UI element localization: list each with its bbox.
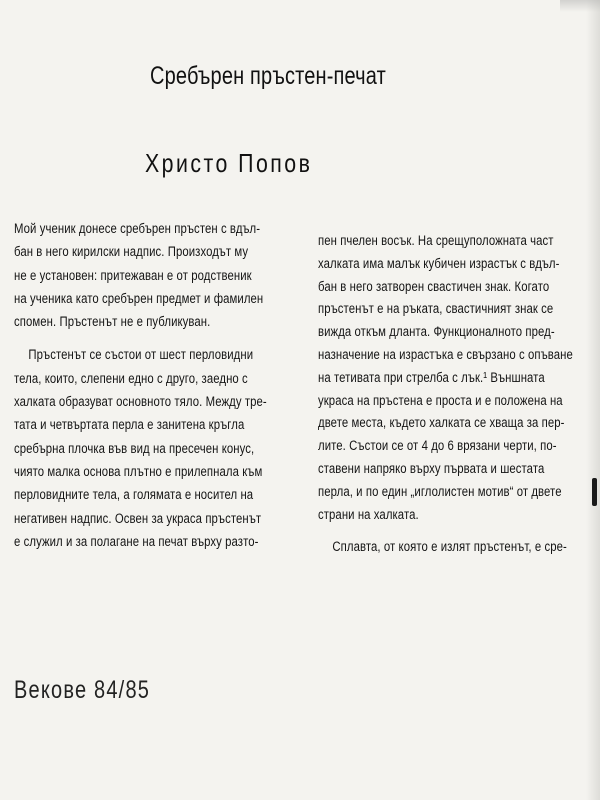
- text-line: не е установен: притежаван е от родственик: [14, 267, 252, 284]
- text-line: ставени напряко върху първата и шестата: [318, 460, 545, 477]
- text-line: Мой ученик донесе сребърен пръстен с вдъл-: [14, 221, 261, 237]
- text-line: бан в него кирилски надпис. Произходът му: [14, 244, 249, 261]
- text-line: спомен. Пръстенът не е публикуван.: [14, 314, 211, 331]
- paragraph-gap: [318, 526, 590, 536]
- text-line: на тетивата при стрелба с лък.¹ Външната: [318, 369, 545, 386]
- text-line: украса на пръстена е проста и е положена на: [318, 392, 563, 409]
- ink-mark: [592, 478, 597, 506]
- text-line: негативен надпис. Освен за украса пръстенът: [14, 510, 262, 527]
- right-column: [318, 230, 590, 559]
- text-line: двете места, където халката се хваща за пер-: [318, 415, 565, 432]
- left-column: [14, 218, 304, 554]
- text-line: перла, и по един „иглолистен мотив“ от двете: [318, 483, 562, 500]
- text-line: халката има малък кубичен израстък с вдъл-: [318, 255, 560, 272]
- article-title: Сребърен пръстен-печат: [150, 62, 386, 90]
- text-line: Пръстенът се състои от шест перловидни: [28, 347, 254, 364]
- text-line: Сплавта, от която е излят пръстенът, е сре-: [332, 539, 567, 556]
- text-line: лите. Състои се от 4 до 6 врязани черти, по-: [318, 438, 557, 455]
- text-line: пен пчелен восък. На срещуположната част: [318, 233, 554, 249]
- article-author: Христо Попов: [145, 148, 313, 178]
- text-line: тела, които, слепени едно с друго, заедно с: [14, 370, 248, 387]
- text-line: чиято малка основа плътно е прилепнала към: [14, 463, 263, 480]
- text-line: халката образуват основното тяло. Между тре-: [14, 394, 267, 411]
- text-line: перловидните тела, а голямата е носител на: [14, 487, 254, 504]
- text-line: е служил и за полагане на печат върху разто-: [14, 533, 259, 550]
- text-line: на ученика като сребърен предмет и фамилен: [14, 290, 264, 307]
- paragraph-gap: [14, 334, 304, 344]
- text-line: сребърна плочка във вид на пресечен конус,: [14, 440, 255, 457]
- text-line: пръстенът е на ръката, свастичният знак се: [318, 301, 554, 318]
- text-line: вижда откъм дланта. Функционалното пред-: [318, 324, 555, 341]
- text-line: тата и четвъртата перла е занитена кръгла: [14, 417, 245, 434]
- text-line: бан в него затворен свастичен знак. Когато: [318, 278, 550, 295]
- text-line: страни на халката.: [318, 506, 419, 523]
- text-line: назначение на израстъка е свързано с опъване: [318, 346, 573, 363]
- journal-footer: Векове 84/85: [14, 676, 151, 704]
